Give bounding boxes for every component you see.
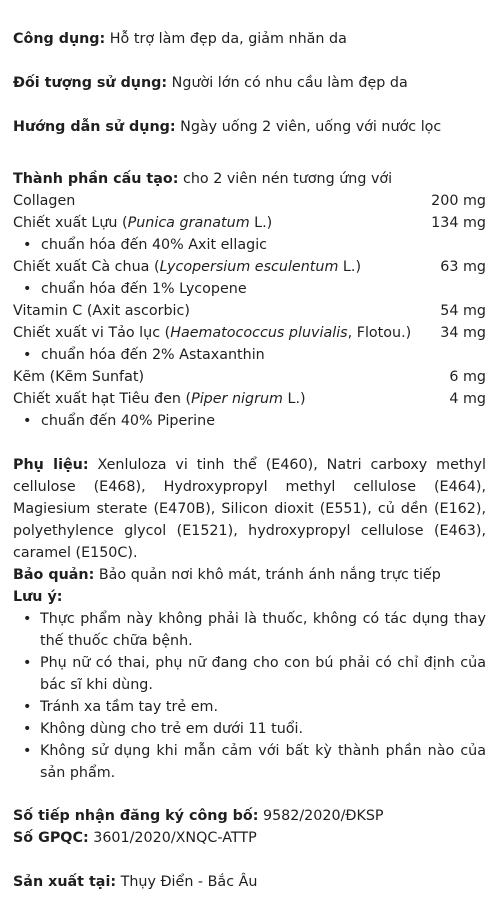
origin-value: Thụy Điển - Bắc Âu: [116, 874, 258, 890]
ingredient-name-suffix: , Flotou.): [347, 325, 412, 341]
gpqc-line: [13, 827, 486, 849]
usage-value: Hỗ trợ làm đẹp da, giảm nhăn da: [105, 31, 347, 47]
ingredient-name-suffix: L.): [249, 215, 273, 231]
storage-value: Bảo quản nơi khô mát, tránh ánh nắng trực tiếp: [94, 567, 441, 583]
ingredient-name-suffix: L.): [282, 391, 306, 407]
excipients-label: Phụ liệu:: [13, 457, 89, 473]
registration-value: 9582/2020/ĐKSP: [258, 808, 384, 824]
directions-label: Hướng dẫn sử dụng:: [13, 119, 176, 135]
ingredient-name-text: Kẽm (Kẽm Sunfat): [13, 369, 145, 385]
target-line: [13, 72, 486, 94]
ingredient-amount: 63 mg: [440, 259, 486, 275]
composition-row: [13, 388, 486, 410]
composition-sub-item: • chuẩn hóa đến 2% Astaxanthin: [13, 344, 496, 366]
composition-label: Thành phần cấu tạo:: [13, 171, 179, 187]
usage-label: Công dụng:: [13, 31, 106, 47]
ingredient-latin-name: Haematococcus pluvialis: [170, 325, 348, 341]
ingredient-name-text: Chiết xuất Cà chua (: [13, 259, 160, 275]
ingredient-amount: 6 mg: [449, 369, 486, 385]
notes-heading: [13, 586, 486, 608]
directions-value: Ngày uống 2 viên, uống với nước lọc: [175, 119, 442, 135]
target-label: Đối tượng sử dụng:: [13, 75, 168, 91]
directions-line: [13, 116, 486, 138]
ingredient-name: [13, 300, 190, 322]
ingredient-name-suffix: L.): [338, 259, 362, 275]
composition-sub-item: • chuẩn hóa đến 1% Lycopene: [13, 278, 496, 300]
origin-label: Sản xuất tại:: [13, 874, 117, 890]
note-item: • Phụ nữ có thai, phụ nữ đang cho con bú phải có chỉ định của bác sĩ khi dùng.: [13, 652, 486, 696]
ingredient-name-text: Chiết xuất hạt Tiêu đen (: [13, 391, 192, 407]
ingredient-amount: 200 mg: [431, 193, 486, 209]
composition-row: [13, 322, 486, 344]
excipients-value: Xenluloza vi tinh thể (E460), Natri carboxy methyl cellulose (E468), Hydroxypropyl methyl cellulose (E464), Magiesium sterate (E470B), Silicon dioxit (E551), củ dền (E162), polyethylence glycol (E1521), hydroxypropyl cellulose (E463), caramel (E150C).: [13, 457, 486, 561]
composition-value: cho 2 viên nén tương ứng với: [178, 171, 393, 187]
ingredient-name: [13, 322, 411, 344]
registration-label: Số tiếp nhận đăng ký công bố:: [13, 808, 259, 824]
composition-row: [13, 212, 486, 234]
excipients-paragraph: [13, 454, 486, 564]
composition-sub-item: • chuẩn hóa đến 40% Axit ellagic: [13, 234, 496, 256]
ingredient-name-text: Chiết xuất Lựu (: [13, 215, 128, 231]
composition-row: [13, 256, 486, 278]
composition-row: [13, 190, 486, 212]
ingredient-name: [13, 388, 306, 410]
notes-label: Lưu ý:: [13, 589, 63, 605]
ingredient-name-text: Chiết xuất vi Tảo lục (: [13, 325, 171, 341]
composition-row: [13, 300, 486, 322]
notes-list: [13, 608, 486, 784]
composition-row: [13, 366, 486, 388]
storage-label: Bảo quản:: [13, 567, 95, 583]
ingredient-name-text: Vitamin C (Axit ascorbic): [13, 303, 190, 319]
note-item: • Không dùng cho trẻ em dưới 11 tuổi.: [13, 718, 486, 740]
gpqc-label: Số GPQC:: [13, 830, 89, 846]
composition-sub-item: • chuẩn đến 40% Piperine: [13, 410, 496, 432]
ingredient-amount: 134 mg: [431, 215, 486, 231]
usage-line: [13, 28, 486, 50]
ingredient-latin-name: Piper nigrum: [191, 391, 283, 407]
composition-heading: [13, 168, 486, 190]
ingredient-name-text: Collagen: [13, 193, 76, 209]
ingredient-name: [13, 212, 272, 234]
ingredient-amount: 54 mg: [440, 303, 486, 319]
ingredient-latin-name: Punica granatum: [127, 215, 250, 231]
note-item: • Không sử dụng khi mẫn cảm với bất kỳ thành phần nào của sản phẩm.: [13, 740, 486, 784]
note-item: • Tránh xa tầm tay trẻ em.: [13, 696, 486, 718]
registration-line: [13, 805, 486, 827]
storage-line: [13, 564, 486, 586]
ingredient-name: [13, 366, 144, 388]
ingredient-amount: 34 mg: [440, 325, 486, 341]
origin-line: [13, 871, 486, 893]
ingredient-name: [13, 190, 75, 212]
ingredient-latin-name: Lycopersium esculentum: [159, 259, 339, 275]
gpqc-value: 3601/2020/XNQC-ATTP: [88, 830, 257, 846]
target-value: Người lớn có nhu cầu làm đẹp da: [167, 75, 408, 91]
note-item: • Thực phẩm này không phải là thuốc, không có tác dụng thay thế thuốc chữa bệnh.: [13, 608, 486, 652]
ingredient-name: [13, 256, 361, 278]
ingredient-amount: 4 mg: [449, 391, 486, 407]
